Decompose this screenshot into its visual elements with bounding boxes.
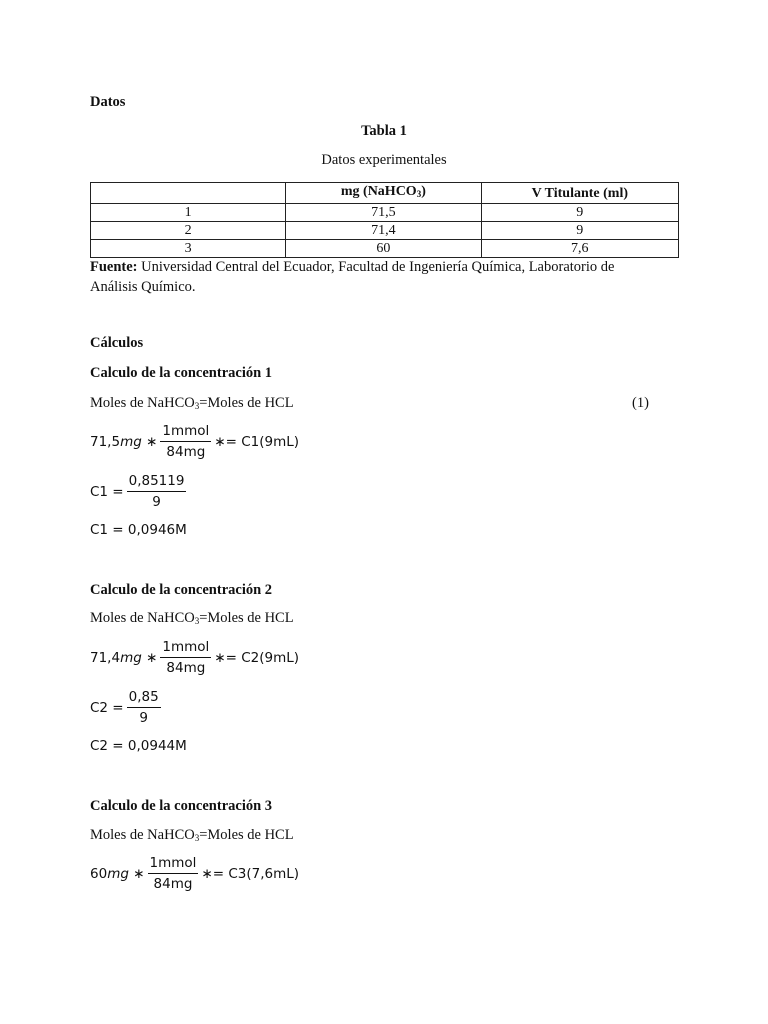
table-cell: 7,6 (481, 240, 678, 258)
source-text-line2: Análisis Químico. (90, 279, 196, 295)
table-row (91, 222, 679, 240)
moles-equation-3: Moles de NaHCO$_3$=Moles de HCL (90, 827, 294, 843)
concentration-result-2: C2 = 0,0944M (90, 738, 187, 754)
concentration-result-1: C1 = 0,0946M (90, 522, 187, 538)
table-header-cell: mg (NaHCO$_3$) (286, 183, 481, 204)
table-title: Tabla 1 (361, 123, 407, 139)
section-heading-calculos: Cálculos (90, 335, 144, 351)
conversion-equation-1: 71,5 mg ∗ $\frac{\text{1mmol}}{84mg}$ ∗= C1(9mL) (90, 423, 300, 460)
table-cell: 2 (91, 222, 286, 240)
calc-heading-2: Calculo de la concentración 2 (90, 582, 273, 598)
table-row (91, 240, 679, 258)
table-header-row (91, 183, 679, 204)
conversion-equation-3: 60 mg ∗ $\frac{\text{1mmol}}{84mg}$ ∗= C3(7,6mL) (90, 855, 300, 892)
table-cell: 71,5 (286, 204, 481, 222)
moles-equation-2: Moles de NaHCO$_3$=Moles de HCL (90, 610, 294, 626)
table-cell: 9 (481, 222, 678, 240)
conversion-equation-2: 71,4 mg ∗ $\frac{\text{1mmol}}{84mg}$ ∗= C2(9mL) (90, 639, 300, 676)
concentration-fraction-2: C2 = $\frac{0,85}{9}$ (90, 689, 159, 726)
table-cell: 3 (91, 240, 286, 258)
table-cell: 1 (91, 204, 286, 222)
table-header-cell: V Titulante (ml) (481, 183, 678, 204)
source-label: Fuente: (90, 259, 138, 275)
table-row (91, 204, 679, 222)
data-table (90, 182, 679, 258)
source-text: Universidad Central del Ecuador, Facultad de Ingeniería Química, Laboratorio de (137, 259, 615, 275)
table-cell: 60 (286, 240, 481, 258)
table-source-note (90, 257, 690, 297)
table-cell: 9 (481, 204, 678, 222)
section-heading-datos: Datos (90, 94, 126, 110)
calc-heading-3: Calculo de la concentración 3 (90, 798, 273, 814)
calc-heading-1: Calculo de la concentración 1 (90, 365, 273, 381)
equation-number: (1) (632, 395, 649, 411)
table-cell: 71,4 (286, 222, 481, 240)
table-caption: Datos experimentales (321, 152, 447, 168)
concentration-fraction-1: C1 = $\frac{0,85119}{9}$ (90, 473, 185, 510)
table-header-cell (91, 183, 286, 204)
moles-equation-1: Moles de NaHCO$_3$=Moles de HCL (90, 395, 294, 411)
